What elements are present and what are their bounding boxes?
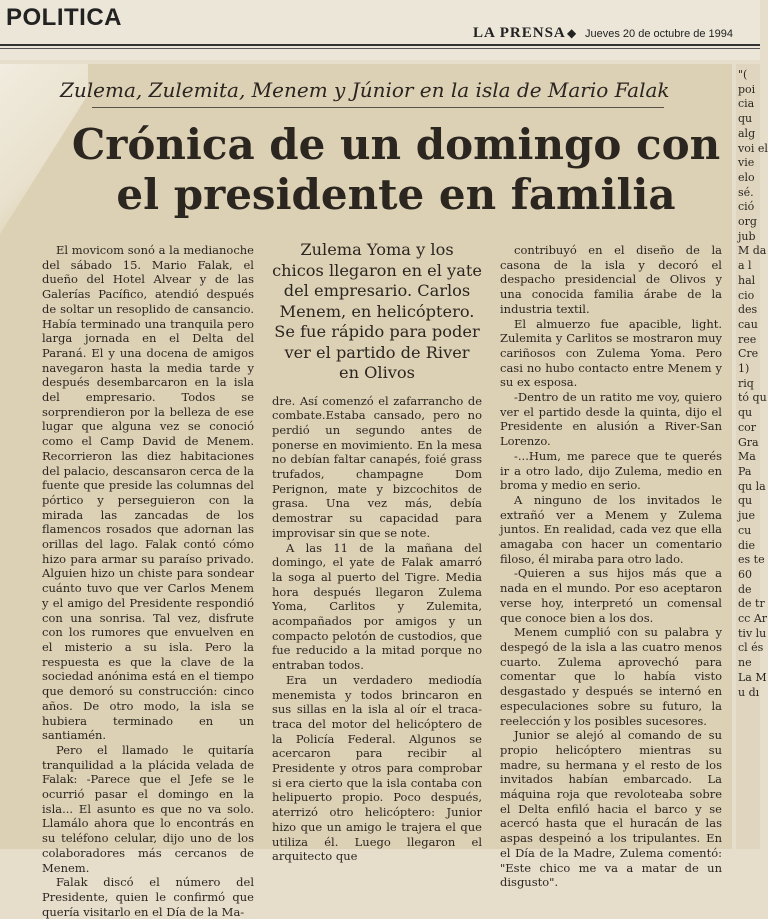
article-column-1 bbox=[42, 243, 254, 919]
article-kicker: Zulema, Zulemita, Menem y Júnior en la isla de Mario Falak bbox=[60, 78, 670, 102]
adjacent-article-edge bbox=[736, 64, 768, 849]
adjacent-article-text: "( poi cia qu alg voi el vie elo sé. ció org jub M da a l hal cio des cau ree Cre 1) riq tó qu qu cor Gra Ma Pa qu la qu jue cu die es te 60 de de tr cc Ar tiv lu cl és ne La M u dı bbox=[738, 68, 768, 699]
article-headline bbox=[56, 120, 736, 220]
paragraph: Era un verdadero mediodía menemista y todos brincaron en sus sillas en la isla al oír el traca-traca del motor del helicóptero de la Policía Federal. Algunos se acercaron para recibir al Presidente y otros para comprobar si era cierto que la isla contaba con helipuerto propio. Poco después, aterrizó otro helicóptero: Junior hizo que un amigo le trajera el que utiliza él. Luego llegaron el arquitecto que bbox=[272, 672, 482, 864]
pull-quote: Zulema Yoma y los chicos llegaron en el yate del empresario. Carlos Menem, en helicóptero. Se fue rápido para poder ver el partido de River en Olivos bbox=[272, 240, 482, 382]
paragraph: contribuyó en el diseño de la casona de la isla y decoró el despacho presidencial de Olivos y una conocida familia árabe de la industria textil. bbox=[500, 243, 722, 316]
newspaper-name: LA PRENSA bbox=[473, 25, 566, 41]
paragraph: -Dentro de un ratito me voy, quiero ver el partido desde la quinta, dijo el Presidente en alusión a River-San Lorenzo. bbox=[500, 390, 722, 449]
paragraph: A las 11 de la mañana del domingo, el yate de Falak amarró la soga al puerto del Tigre. Media hora después llegaron Zulema Yoma, Carlitos y Zulemita, acompañados por amigos y un compacto pelotón de custodios, que fue reducido a la mitad porque no entraban todos. bbox=[272, 540, 482, 673]
headline-line-1: Crónica de un domingo con bbox=[71, 120, 721, 169]
kicker-underline bbox=[92, 107, 664, 108]
paragraph: Menem cumplió con su palabra y despegó de la isla a las cuatro menos cuarto. Zulema aprovechó para comentar que lo había visto desgastado y después se internó en especulaciones sobre su futuro, la reelección y los posibles sucesores. bbox=[500, 625, 722, 728]
section-label: POLITICA bbox=[6, 4, 122, 31]
paragraph: Junior se alejó al comando de su propio helicóptero mientras su madre, su hermana y el resto de los invitados habían embarcado. La máquina roja que revoloteaba sobre el Delta enfiló hacia el barco y se acercó hasta que el huracán de las aspas despeinó a los tripulantes. En el Día de la Madre, Zulema comentó: "Este chico me va a matar de un disgusto". bbox=[500, 728, 722, 890]
article-column-2 bbox=[272, 240, 482, 864]
header-rule-thick bbox=[0, 44, 760, 46]
paragraph: Falak discó el número del Presidente, quien le confirmó que quería visitarlo en el Día de la Ma- bbox=[42, 875, 254, 919]
paragraph: dre. Así comenzó el zafarrancho de combate.Estaba cansado, pero no perdió un segundo antes de ponerse en movimiento. En la mesa no debían faltar canapés, foié grass trufados, champagne Dom Perignon, mate y bizcochitos de grasa. Una vez más, debía demostrar su capacidad para improvisar sin que se note. bbox=[272, 393, 482, 540]
headline-line-2: el presidente en familia bbox=[116, 170, 676, 219]
paragraph: A ninguno de los invitados le extrañó ver a Menem y Zulema juntos. En realidad, cada vez que ella amagaba con hacer un comentario filoso, él miraba para otro lado. bbox=[500, 492, 722, 566]
publication-date: Jueves 20 de octubre de 1994 bbox=[585, 28, 734, 40]
paragraph: Pero el llamado le quitaría tranquilidad a la plácida velada de Falak: -Parece que el Jefe se le ocurrió pasar el domingo en la isla... El asunto es que no va solo. Llamálo ahora que lo encontrás en su teléfono celular, dijo uno de los colaboradores más cercanos de Menem. bbox=[42, 742, 254, 875]
paragraph: -...Hum, me parece que te querés ir a otro lado, dijo Zulema, medio en broma y medio en serio. bbox=[500, 448, 722, 493]
paragraph: El almuerzo fue apacible, light. Zulemita y Carlitos se mostraron muy cariñosos con Zulema Yoma. Pero casi no hubo contacto entre Menem y su ex esposa. bbox=[500, 316, 722, 390]
paragraph: -Quieren a sus hijos más que a nada en el mundo. Por eso aceptaron verse hoy, interpretó un comensal que conoce bien a los dos. bbox=[500, 566, 722, 625]
header-rule-thin bbox=[0, 48, 760, 49]
diamond-icon: ◆ bbox=[567, 26, 577, 40]
article-column-3 bbox=[500, 243, 722, 890]
paragraph: El movicom sonó a la medianoche del sábado 15. Mario Falak, el dueño del Hotel Alvear y de las Galerías Pacífico, atendió después de soltar un resoplido de cansancio. Había terminado una tranquila pero larga jornada en el Delta del Paraná. El y una docena de amigos navegaron hasta la media tarde y después desembarcaron en la isla del empresario. Todos se sorprendieron por la belleza de ese lugar que alguna vez se conoció como el Camp David de Menem. Recorrieron las diez habitaciones del palacio, descansaron cerca de la fuente que preside las columnas del pórtico y perseguieron con la mirada las zancadas de los flamencos rosados que adornan las orillas del lago. Falak contó cómo hizo para armar su paraíso privado. Alguien hizo un chiste para sondear cuánto tuvo que ver Carlos Menem y el amigo del Presidente respondió con una sonrisa. Tal vez, disfrute con los rumores que envuelven en el misterio a su isla. Pero la respuesta es que la clave de la sociedad anónima está en el tiempo que demoró su construcción: cinco años. De otro modo, la isla se hubiera terminado en un santiamén. bbox=[42, 243, 254, 743]
